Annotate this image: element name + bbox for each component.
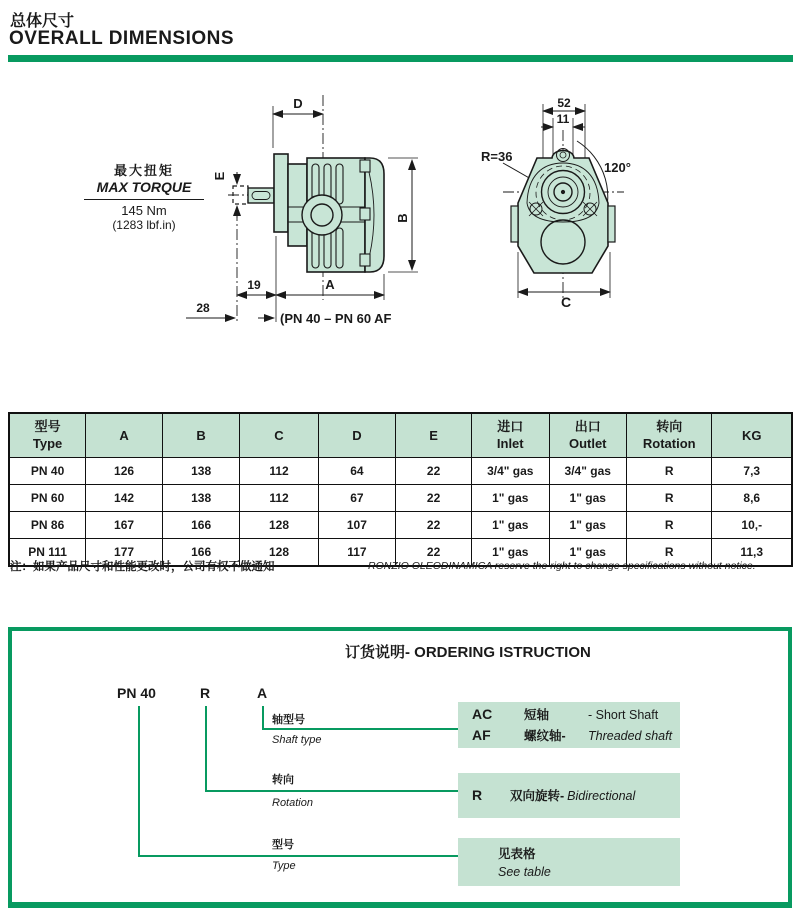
cell-e: 22	[396, 512, 472, 539]
shaft-option-af-code: AF	[472, 727, 491, 743]
rotation-branch-label-zh: 转向	[272, 774, 294, 786]
max-torque-label-en: MAX TORQUE	[84, 179, 204, 200]
dim-label-b: B	[395, 213, 410, 223]
cell-inlet: 1" gas	[472, 512, 549, 539]
rotation-connector-hline	[205, 790, 458, 792]
cell-rotation: R	[626, 539, 711, 567]
rotation-branch-label-en: Rotation	[272, 797, 313, 809]
dim-label-r36: R=36	[481, 149, 513, 164]
cell-c: 128	[240, 512, 318, 539]
cell-kg: 10,-	[712, 512, 792, 539]
col-header-e: E	[396, 413, 472, 458]
dim-label-e: E	[212, 171, 227, 181]
cell-b: 138	[162, 458, 239, 485]
rotation-option	[458, 773, 680, 804]
type-connector-vline	[138, 706, 140, 855]
cell-d: 107	[318, 512, 395, 539]
cell-model: PN 60	[9, 485, 86, 512]
type-option-en: See table	[498, 865, 551, 879]
cell-c: 128	[240, 539, 318, 567]
shaft-options-box	[458, 702, 680, 748]
ordering-instruction-box	[8, 627, 792, 908]
cell-inlet: 1" gas	[472, 539, 549, 567]
col-header-type	[9, 413, 86, 458]
max-torque-value: 145 Nm	[121, 203, 167, 218]
col-header-rotation-en: Rotation	[642, 435, 696, 451]
cell-d: 117	[318, 539, 395, 567]
col-header-rotation-zh: 转向	[656, 419, 683, 435]
table-row	[9, 458, 792, 485]
cell-b: 166	[162, 539, 239, 567]
cell-b: 166	[162, 512, 239, 539]
dim-label-d: D	[293, 96, 303, 111]
cell-rotation: R	[626, 512, 711, 539]
pump-side-view-drawing	[180, 85, 445, 345]
note-zh: 注：如果产品尺寸和性能更改时，公司有权不做通知	[10, 561, 275, 573]
cell-outlet: 1" gas	[549, 539, 626, 567]
cell-kg: 7,3	[712, 458, 792, 485]
max-torque-value-alt: (1283 lbf.in)	[112, 218, 176, 232]
type-branch-label-en: Type	[272, 860, 296, 872]
cell-outlet: 1" gas	[549, 512, 626, 539]
cell-kg: 8,6	[712, 485, 792, 512]
cell-a: 126	[86, 458, 163, 485]
page-title-en: OVERALL DIMENSIONS	[9, 28, 235, 49]
cell-a: 167	[86, 512, 163, 539]
cell-c: 112	[240, 458, 318, 485]
dimensions-table	[8, 412, 793, 567]
col-header-kg: KG	[712, 413, 792, 458]
cell-inlet: 3/4" gas	[472, 458, 549, 485]
dim-label-a: A	[325, 277, 335, 292]
cell-a: 177	[86, 539, 163, 567]
shaft-connector-hline	[262, 728, 458, 730]
shaft-option-ac-code: AC	[472, 706, 493, 722]
cell-a: 142	[86, 485, 163, 512]
table-row	[9, 485, 792, 512]
col-header-rotation	[626, 413, 711, 458]
dim-label-19: 19	[247, 278, 261, 292]
shaft-connector-vline	[262, 706, 264, 728]
pump-front-view-drawing	[455, 80, 690, 315]
rotation-option-en: Bidirectional	[567, 789, 636, 803]
table-header-row	[9, 413, 792, 458]
cell-e: 22	[396, 539, 472, 567]
cell-e: 22	[396, 485, 472, 512]
dim-label-28: 28	[196, 301, 210, 315]
rotation-connector-vline	[205, 706, 207, 790]
cell-inlet: 1" gas	[472, 485, 549, 512]
shaft-option-ac	[458, 702, 680, 723]
cell-d: 67	[318, 485, 395, 512]
dim-label-52: 52	[557, 96, 571, 110]
code-rotation: R	[200, 685, 211, 701]
cell-outlet: 1" gas	[549, 485, 626, 512]
col-header-inlet-zh: 进口	[497, 419, 524, 435]
type-option-box	[458, 838, 680, 886]
cell-rotation: R	[626, 458, 711, 485]
cell-model: PN 111	[9, 539, 86, 567]
col-header-type-zh: 型号	[34, 419, 61, 435]
shaft-branch-label-zh: 轴型号	[272, 714, 305, 726]
page-title-zh: 总体尺寸	[10, 13, 75, 30]
col-header-a: A	[86, 413, 163, 458]
shaft-option-af	[458, 723, 680, 744]
rotation-option-code: R	[472, 787, 483, 803]
col-header-outlet-en: Outlet	[568, 435, 607, 451]
ordering-title: 订货说明- ORDERING ISTRUCTION	[345, 644, 591, 661]
code-shaft: A	[257, 685, 268, 701]
shaft-option-ac-zh: 短轴	[524, 708, 550, 722]
code-type: PN 40	[117, 685, 156, 701]
type-branch-label-zh: 型号	[272, 839, 294, 851]
max-torque-label-zh: 最大扭矩	[113, 163, 174, 178]
shaft-option-ac-en: - Short Shaft	[588, 708, 659, 722]
cell-c: 112	[240, 485, 318, 512]
dim-range-note: (PN 40 – PN 60 AF	[280, 311, 392, 326]
dim-label-120: 120°	[604, 160, 631, 175]
type-connector-hline	[138, 855, 458, 857]
cell-rotation: R	[626, 485, 711, 512]
shaft-branch-label-en: Shaft type	[272, 734, 322, 746]
rotation-option-zh: 双向旋转-	[510, 789, 565, 803]
note-en: RONZIO OLEODINAMICA reserve the right to change specifications without notice.	[368, 560, 756, 572]
header-divider	[8, 55, 793, 62]
cell-kg: 11,3	[712, 539, 792, 567]
col-header-type-en: Type	[32, 435, 63, 451]
dim-label-c: C	[560, 294, 572, 310]
col-header-inlet-en: Inlet	[496, 435, 524, 451]
col-header-c: C	[240, 413, 318, 458]
cell-model: PN 40	[9, 458, 86, 485]
cell-e: 22	[396, 458, 472, 485]
shaft-option-af-en: Threaded shaft	[588, 729, 673, 743]
col-header-outlet	[549, 413, 626, 458]
dim-label-11: 11	[556, 112, 570, 126]
cell-d: 64	[318, 458, 395, 485]
col-header-inlet	[472, 413, 549, 458]
table-row	[9, 512, 792, 539]
type-option-zh: 见表格	[498, 847, 536, 861]
col-header-outlet-zh: 出口	[574, 419, 601, 435]
cell-outlet: 3/4" gas	[549, 458, 626, 485]
col-header-b: B	[162, 413, 239, 458]
cell-b: 138	[162, 485, 239, 512]
rotation-option-box	[458, 773, 680, 818]
col-header-d: D	[318, 413, 395, 458]
shaft-option-af-zh: 螺纹轴-	[524, 729, 566, 743]
cell-model: PN 86	[9, 512, 86, 539]
